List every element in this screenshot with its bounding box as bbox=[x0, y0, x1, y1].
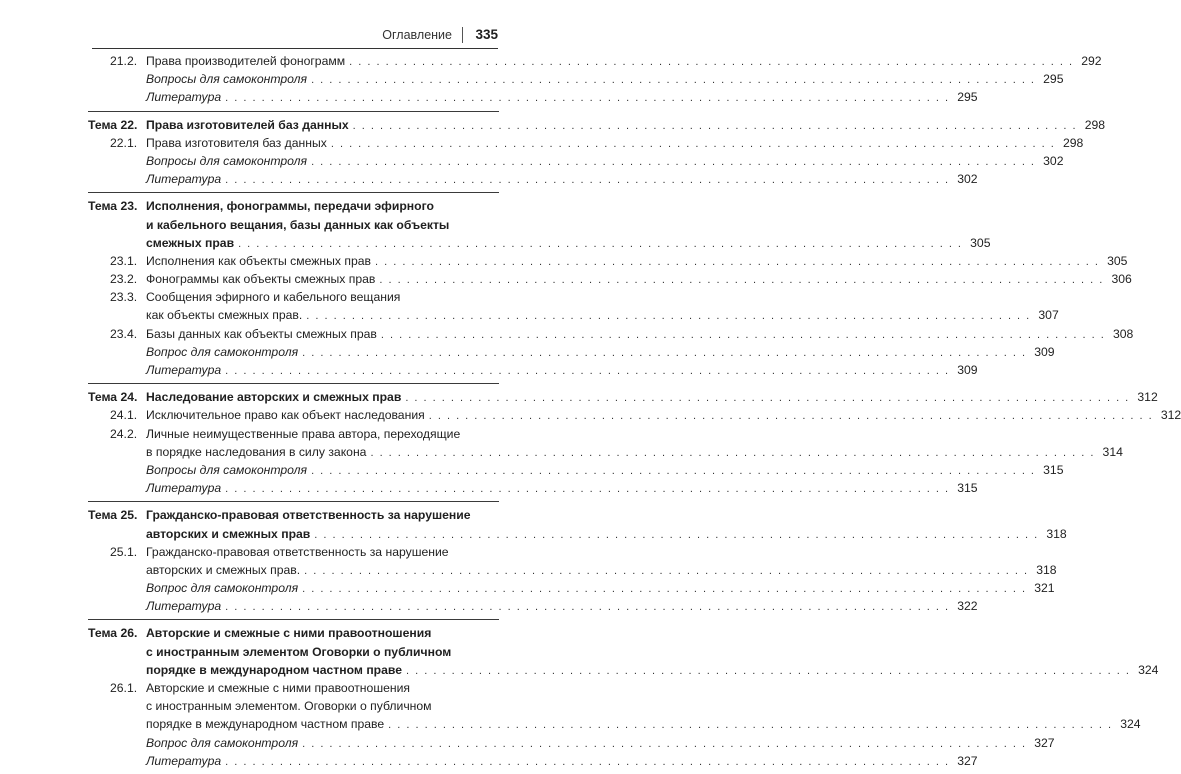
dot-leader: . . . . . . . . . . . . . . . . . . . . . . . . . . . . . . . . . . . . . . . . . . . . . . . . . . . . . . . . . . . . . . . . . . . . . . . . . . . . . . . . bbox=[302, 737, 1027, 750]
questions-entry-page: 295 bbox=[1043, 72, 1064, 87]
literature-entry[interactable] bbox=[88, 170, 978, 188]
questions-entry-page: 315 bbox=[1043, 462, 1064, 477]
questions-entry-text: Вопрос для самоконтроля bbox=[146, 581, 299, 596]
subsection-entry-number: 23.2. bbox=[110, 272, 138, 287]
topic-block bbox=[88, 193, 1134, 384]
subsection-entry-page: 324 bbox=[1120, 717, 1141, 732]
subsection-entry[interactable] bbox=[88, 252, 1128, 270]
questions-entry-page: 327 bbox=[1034, 735, 1055, 750]
dot-leader: . . . . . . . . . . . . . . . . . . . . . . . . . . . . . . . . . . . . . . . . . . . . . . . . . . . . . . . . . . . . . . . . . . . . . . . . . . . . . . . . bbox=[375, 255, 1100, 268]
topic-heading-text: авторских и смежных прав bbox=[146, 526, 311, 541]
subsection-entry-text: порядке в международном частном праве bbox=[146, 717, 385, 732]
subsection-entry[interactable] bbox=[88, 443, 1123, 461]
subsection-entry[interactable] bbox=[88, 306, 1059, 324]
topic-heading-number: Тема 23. bbox=[88, 199, 138, 214]
topic-heading-text: Права изготовителей баз данных bbox=[146, 117, 349, 132]
section-title: Оглавление bbox=[382, 28, 452, 42]
dot-leader: . . . . . . . . . . . . . . . . . . . . . . . . . . . . . . . . . . . . . . . . . . . . . . . . . . . . . . . . . . . . . . . . . . . . . . . . . . . . . . . . bbox=[225, 601, 950, 614]
subsection-entry-text: Гражданско-правовая ответственность за нарушение bbox=[146, 544, 449, 559]
subsection-entry-page: 314 bbox=[1102, 444, 1123, 459]
subsection-entry-text: Базы данных как объекты смежных прав bbox=[146, 326, 377, 341]
dot-leader: . . . . . . . . . . . . . . . . . . . . . . . . . . . . . . . . . . . . . . . . . . . . . . . . . . . . . . . . . . . . . . . . . . . . . . . . . . . . . . . . bbox=[238, 237, 963, 250]
subsection-entry-page: 307 bbox=[1038, 308, 1059, 323]
subsection-entry[interactable] bbox=[88, 697, 499, 715]
subsection-entry[interactable] bbox=[88, 134, 1084, 152]
literature-entry-page: 315 bbox=[957, 481, 978, 496]
literature-entry-text: Литература bbox=[146, 90, 222, 105]
questions-entry[interactable] bbox=[88, 343, 1055, 361]
topic-heading-page: 318 bbox=[1046, 526, 1067, 541]
questions-entry-text: Вопросы для самоконтроля bbox=[146, 72, 308, 87]
topic-heading-number: Тема 26. bbox=[88, 626, 138, 641]
topic-heading[interactable] bbox=[88, 216, 499, 234]
topic-heading-number: Тема 24. bbox=[88, 390, 138, 405]
subsection-entry-number: 21.2. bbox=[110, 54, 138, 68]
topic-heading-text: порядке в международном частном праве bbox=[146, 662, 403, 677]
subsection-entry[interactable] bbox=[88, 715, 1141, 733]
subsection-entry-number: 24.2. bbox=[110, 426, 138, 441]
topic-block bbox=[88, 52, 1102, 112]
dot-leader: . . . . . . . . . . . . . . . . . . . . . . . . . . . . . . . . . . . . . . . . . . . . . . . . . . . . . . . . . . . . . . . . . . . . . . . . . . . . . . . . bbox=[352, 119, 1078, 132]
dot-leader: . . . . . . . . . . . . . . . . . . . . . . . . . . . . . . . . . . . . . . . . . . . . . . . . . . . . . . . . . . . . . . . . . . . . . . . . . . . . . . . . bbox=[370, 446, 1095, 459]
dot-leader: . . . . . . . . . . . . . . . . . . . . . . . . . . . . . . . . . . . . . . . . . . . . . . . . . . . . . . . . . . . . . . . . . . . . . . . . . . . . . . . . bbox=[225, 92, 950, 105]
questions-entry-text: Вопросы для самоконтроля bbox=[146, 462, 308, 477]
topic-heading[interactable] bbox=[88, 388, 1158, 406]
subsection-entry-text: в порядке наследования в силу закона bbox=[146, 444, 367, 459]
questions-entry-text: Вопрос для самоконтроля bbox=[146, 735, 299, 750]
dot-leader: . . . . . . . . . . . . . . . . . . . . . . . . . . . . . . . . . . . . . . . . . . . . . . . . . . . . . . . . . . . . . . . . . . . . . . . . . . . . . . . . bbox=[225, 365, 950, 377]
dot-leader: . . . . . . . . . . . . . . . . . . . . . . . . . . . . . . . . . . . . . . . . . . . . . . . . . . . . . . . . . . . . . . . . . . . . . . . . . . . . . . . . bbox=[428, 410, 1154, 423]
questions-entry-page: 309 bbox=[1034, 344, 1055, 359]
subsection-entry-text: Фонограммы как объекты смежных прав bbox=[146, 272, 376, 287]
subsection-entry-page: 308 bbox=[1112, 326, 1134, 341]
dot-leader: . . . . . . . . . . . . . . . . . . . . . . . . . . . . . . . . . . . . . . . . . . . . . . . . . . . . . . . . . . . . . . . . . . . . . . . . . . . . . . . . bbox=[349, 56, 1074, 68]
literature-entry-text: Литература bbox=[146, 481, 222, 496]
topic-heading[interactable] bbox=[88, 661, 1159, 679]
questions-entry[interactable] bbox=[88, 461, 1064, 479]
dot-leader: . . . . . . . . . . . . . . . . . . . . . . . . . . . . . . . . . . . . . . . . . . . . . . . . . . . . . . . . . . . . . . . . . . . . . . . . . . . . . . . . bbox=[304, 564, 1029, 577]
dot-leader: . . . . . . . . . . . . . . . . . . . . . . . . . . . . . . . . . . . . . . . . . . . . . . . . . . . . . . . . . . . . . . . . . . . . . . . . . . . . . . . . bbox=[406, 664, 1131, 677]
literature-entry-page: 309 bbox=[957, 363, 978, 377]
literature-entry-text: Литература bbox=[146, 599, 222, 614]
questions-entry[interactable] bbox=[88, 579, 1055, 597]
topic-heading-page: 324 bbox=[1138, 662, 1159, 677]
questions-entry[interactable] bbox=[88, 152, 1064, 170]
subsection-entry-text: Исполнения как объекты смежных прав bbox=[146, 253, 372, 268]
literature-entry[interactable] bbox=[88, 88, 978, 106]
subsection-entry-number: 23.3. bbox=[110, 290, 138, 305]
dot-leader: . . . . . . . . . . . . . . . . . . . . . . . . . . . . . . . . . . . . . . . . . . . . . . . . . . . . . . . . . . . . . . . . . . . . . . . . . . . . . . . . bbox=[311, 155, 1036, 168]
dot-leader: . . . . . . . . . . . . . . . . . . . . . . . . . . . . . . . . . . . . . . . . . . . . . . . . . . . . . . . . . . . . . . . . . . . . . . . . . . . . . . . . bbox=[379, 274, 1104, 287]
dot-leader: . . . . . . . . . . . . . . . . . . . . . . . . . . . . . . . . . . . . . . . . . . . . . . . . . . . . . . . . . . . . . . . . . . . . . . . . . . . . . . . . bbox=[311, 74, 1036, 87]
subsection-entry[interactable] bbox=[88, 561, 1057, 579]
topic-heading[interactable] bbox=[88, 234, 991, 252]
subsection-entry[interactable] bbox=[88, 288, 499, 306]
topic-heading[interactable] bbox=[88, 506, 499, 524]
topic-heading-text: Наследование авторских и смежных прав bbox=[146, 390, 402, 405]
table-of-contents bbox=[88, 52, 1181, 774]
dot-leader: . . . . . . . . . . . . . . . . . . . . . . . . . . . . . . . . . . . . . . . . . . . . . . . . . . . . . . . . . . . . . . . . . . . . . . . . . . . . . . . . bbox=[306, 310, 1031, 323]
literature-entry-page: 302 bbox=[957, 172, 978, 187]
topic-block bbox=[88, 620, 1159, 774]
topic-heading-number: Тема 22. bbox=[88, 117, 138, 132]
dot-leader: . . . . . . . . . . . . . . . . . . . . . . . . . . . . . . . . . . . . . . . . . . . . . . . . . . . . . . . . . . . . . . . . . . . . . . . . . . . . . . . . bbox=[225, 174, 950, 187]
literature-entry-text: Литература bbox=[146, 172, 222, 187]
topic-heading[interactable] bbox=[88, 197, 499, 215]
subsection-entry-text: авторских и смежных прав. bbox=[146, 562, 301, 577]
dot-leader: . . . . . . . . . . . . . . . . . . . . . . . . . . . . . . . . . . . . . . . . . . . . . . . . . . . . . . . . . . . . . . . . . . . . . . . . . . . . . . . . bbox=[314, 528, 1039, 541]
dot-leader: . . . . . . . . . . . . . . . . . . . . . . . . . . . . . . . . . . . . . . . . . . . . . . . . . . . . . . . . . . . . . . . . . . . . . . . . . . . . . . . . bbox=[311, 464, 1036, 477]
topic-heading-page: 298 bbox=[1084, 117, 1106, 132]
subsection-entry-number: 23.4. bbox=[110, 326, 138, 341]
subsection-entry-text: Сообщения эфирного и кабельного вещания bbox=[146, 290, 401, 305]
questions-entry-page: 321 bbox=[1034, 581, 1055, 596]
literature-entry[interactable] bbox=[88, 597, 978, 615]
dot-leader: . . . . . . . . . . . . . . . . . . . . . . . . . . . . . . . . . . . . . . . . . . . . . . . . . . . . . . . . . . . . . . . . . . . . . . . . . . . . . . . . bbox=[405, 392, 1130, 405]
literature-entry[interactable] bbox=[88, 752, 978, 770]
dot-leader: . . . . . . . . . . . . . . . . . . . . . . . . . . . . . . . . . . . . . . . . . . . . . . . . . . . . . . . . . . . . . . . . . . . . . . . . . . . . . . . . bbox=[380, 328, 1106, 341]
subsection-entry[interactable] bbox=[88, 425, 499, 443]
subsection-entry-page: 305 bbox=[1107, 253, 1128, 268]
subsection-entry-text: Авторские и смежные с ними правоотношения bbox=[146, 681, 411, 695]
topic-block bbox=[88, 384, 1181, 502]
topic-heading-text: смежных прав bbox=[146, 235, 235, 250]
subsection-entry[interactable] bbox=[88, 543, 499, 561]
questions-entry-text: Вопрос для самоконтроля bbox=[146, 344, 299, 359]
subsection-entry-page: 292 bbox=[1081, 54, 1102, 68]
subsection-entry-number: 25.1. bbox=[110, 544, 138, 559]
literature-entry-page: 327 bbox=[957, 753, 978, 768]
subsection-entry-number: 23.1. bbox=[110, 253, 138, 268]
topic-heading-text: с иностранным элементом Оговорки о публичном bbox=[146, 644, 452, 659]
subsection-entry-number: 26.1. bbox=[110, 681, 138, 695]
subsection-entry-text: Права изготовителя баз данных bbox=[146, 135, 327, 150]
topic-heading-page: 305 bbox=[970, 235, 991, 250]
subsection-entry-text: с иностранным элементом. Оговорки о публичном bbox=[146, 699, 432, 714]
subsection-entry-page: 318 bbox=[1036, 562, 1057, 577]
subsection-entry-number: 22.1. bbox=[110, 135, 138, 150]
subsection-entry-page: 306 bbox=[1111, 272, 1132, 287]
questions-entry[interactable] bbox=[88, 70, 1064, 88]
questions-entry-page: 302 bbox=[1043, 153, 1064, 168]
dot-leader: . . . . . . . . . . . . . . . . . . . . . . . . . . . . . . . . . . . . . . . . . . . . . . . . . . . . . . . . . . . . . . . . . . . . . . . . . . . . . . . . bbox=[302, 346, 1027, 359]
topic-heading[interactable] bbox=[88, 624, 499, 642]
topic-heading-text: и кабельного вещания, базы данных как объекты bbox=[146, 217, 450, 232]
literature-entry-page: 295 bbox=[957, 90, 978, 105]
literature-entry-page: 322 bbox=[957, 599, 978, 614]
literature-entry-text: Литература bbox=[146, 753, 222, 768]
dot-leader: . . . . . . . . . . . . . . . . . . . . . . . . . . . . . . . . . . . . . . . . . . . . . . . . . . . . . . . . . . . . . . . . . . . . . . . . . . . . . . . . bbox=[225, 483, 950, 496]
literature-entry-text: Литература bbox=[146, 363, 222, 377]
topic-heading[interactable] bbox=[88, 116, 1106, 134]
subsection-entry-page: 312 bbox=[1160, 408, 1181, 423]
topic-heading-page: 312 bbox=[1137, 390, 1158, 405]
dot-leader: . . . . . . . . . . . . . . . . . . . . . . . . . . . . . . . . . . . . . . . . . . . . . . . . . . . . . . . . . . . . . . . . . . . . . . . . . . . . . . . . bbox=[330, 137, 1056, 150]
dot-leader: . . . . . . . . . . . . . . . . . . . . . . . . . . . . . . . . . . . . . . . . . . . . . . . . . . . . . . . . . . . . . . . . . . . . . . . . . . . . . . . . bbox=[302, 583, 1027, 596]
subsection-entry-text: Исключительное право как объект наследования bbox=[146, 408, 425, 423]
questions-entry-text: Вопросы для самоконтроля bbox=[146, 153, 308, 168]
literature-entry[interactable] bbox=[88, 479, 978, 497]
subsection-entry-text: Личные неимущественные права автора, переходящие bbox=[146, 426, 461, 441]
subsection-entry[interactable] bbox=[88, 52, 1102, 70]
topic-block bbox=[88, 502, 1067, 620]
topic-block bbox=[88, 112, 1106, 194]
subsection-entry-text: Права производителей фонограмм bbox=[146, 54, 346, 68]
topic-heading-text: Исполнения, фонограммы, передачи эфирного bbox=[146, 199, 434, 214]
subsection-entry[interactable] bbox=[88, 679, 499, 697]
running-header bbox=[92, 26, 498, 49]
header-separator bbox=[462, 27, 463, 43]
subsection-entry[interactable] bbox=[88, 270, 1132, 288]
topic-heading-text: Гражданско-правовая ответственность за нарушение bbox=[146, 508, 471, 523]
dot-leader: . . . . . . . . . . . . . . . . . . . . . . . . . . . . . . . . . . . . . . . . . . . . . . . . . . . . . . . . . . . . . . . . . . . . . . . . . . . . . . . . bbox=[388, 719, 1113, 732]
subsection-entry-number: 24.1. bbox=[110, 408, 138, 423]
subsection-entry[interactable] bbox=[88, 325, 1134, 343]
subsection-entry-text: как объекты смежных прав. bbox=[146, 308, 303, 323]
subsection-entry-page: 298 bbox=[1062, 135, 1084, 150]
questions-entry[interactable] bbox=[88, 734, 1055, 752]
topic-heading-text: Авторские и смежные с ними правоотношения bbox=[146, 626, 432, 641]
topic-heading[interactable] bbox=[88, 643, 499, 661]
subsection-entry[interactable] bbox=[88, 406, 1181, 424]
literature-entry[interactable] bbox=[88, 361, 978, 379]
topic-heading[interactable] bbox=[88, 525, 1067, 543]
topic-heading-number: Тема 25. bbox=[88, 508, 138, 523]
dot-leader: . . . . . . . . . . . . . . . . . . . . . . . . . . . . . . . . . . . . . . . . . . . . . . . . . . . . . . . . . . . . . . . . . . . . . . . . . . . . . . . . bbox=[225, 755, 950, 768]
page-number: 335 bbox=[475, 27, 498, 42]
